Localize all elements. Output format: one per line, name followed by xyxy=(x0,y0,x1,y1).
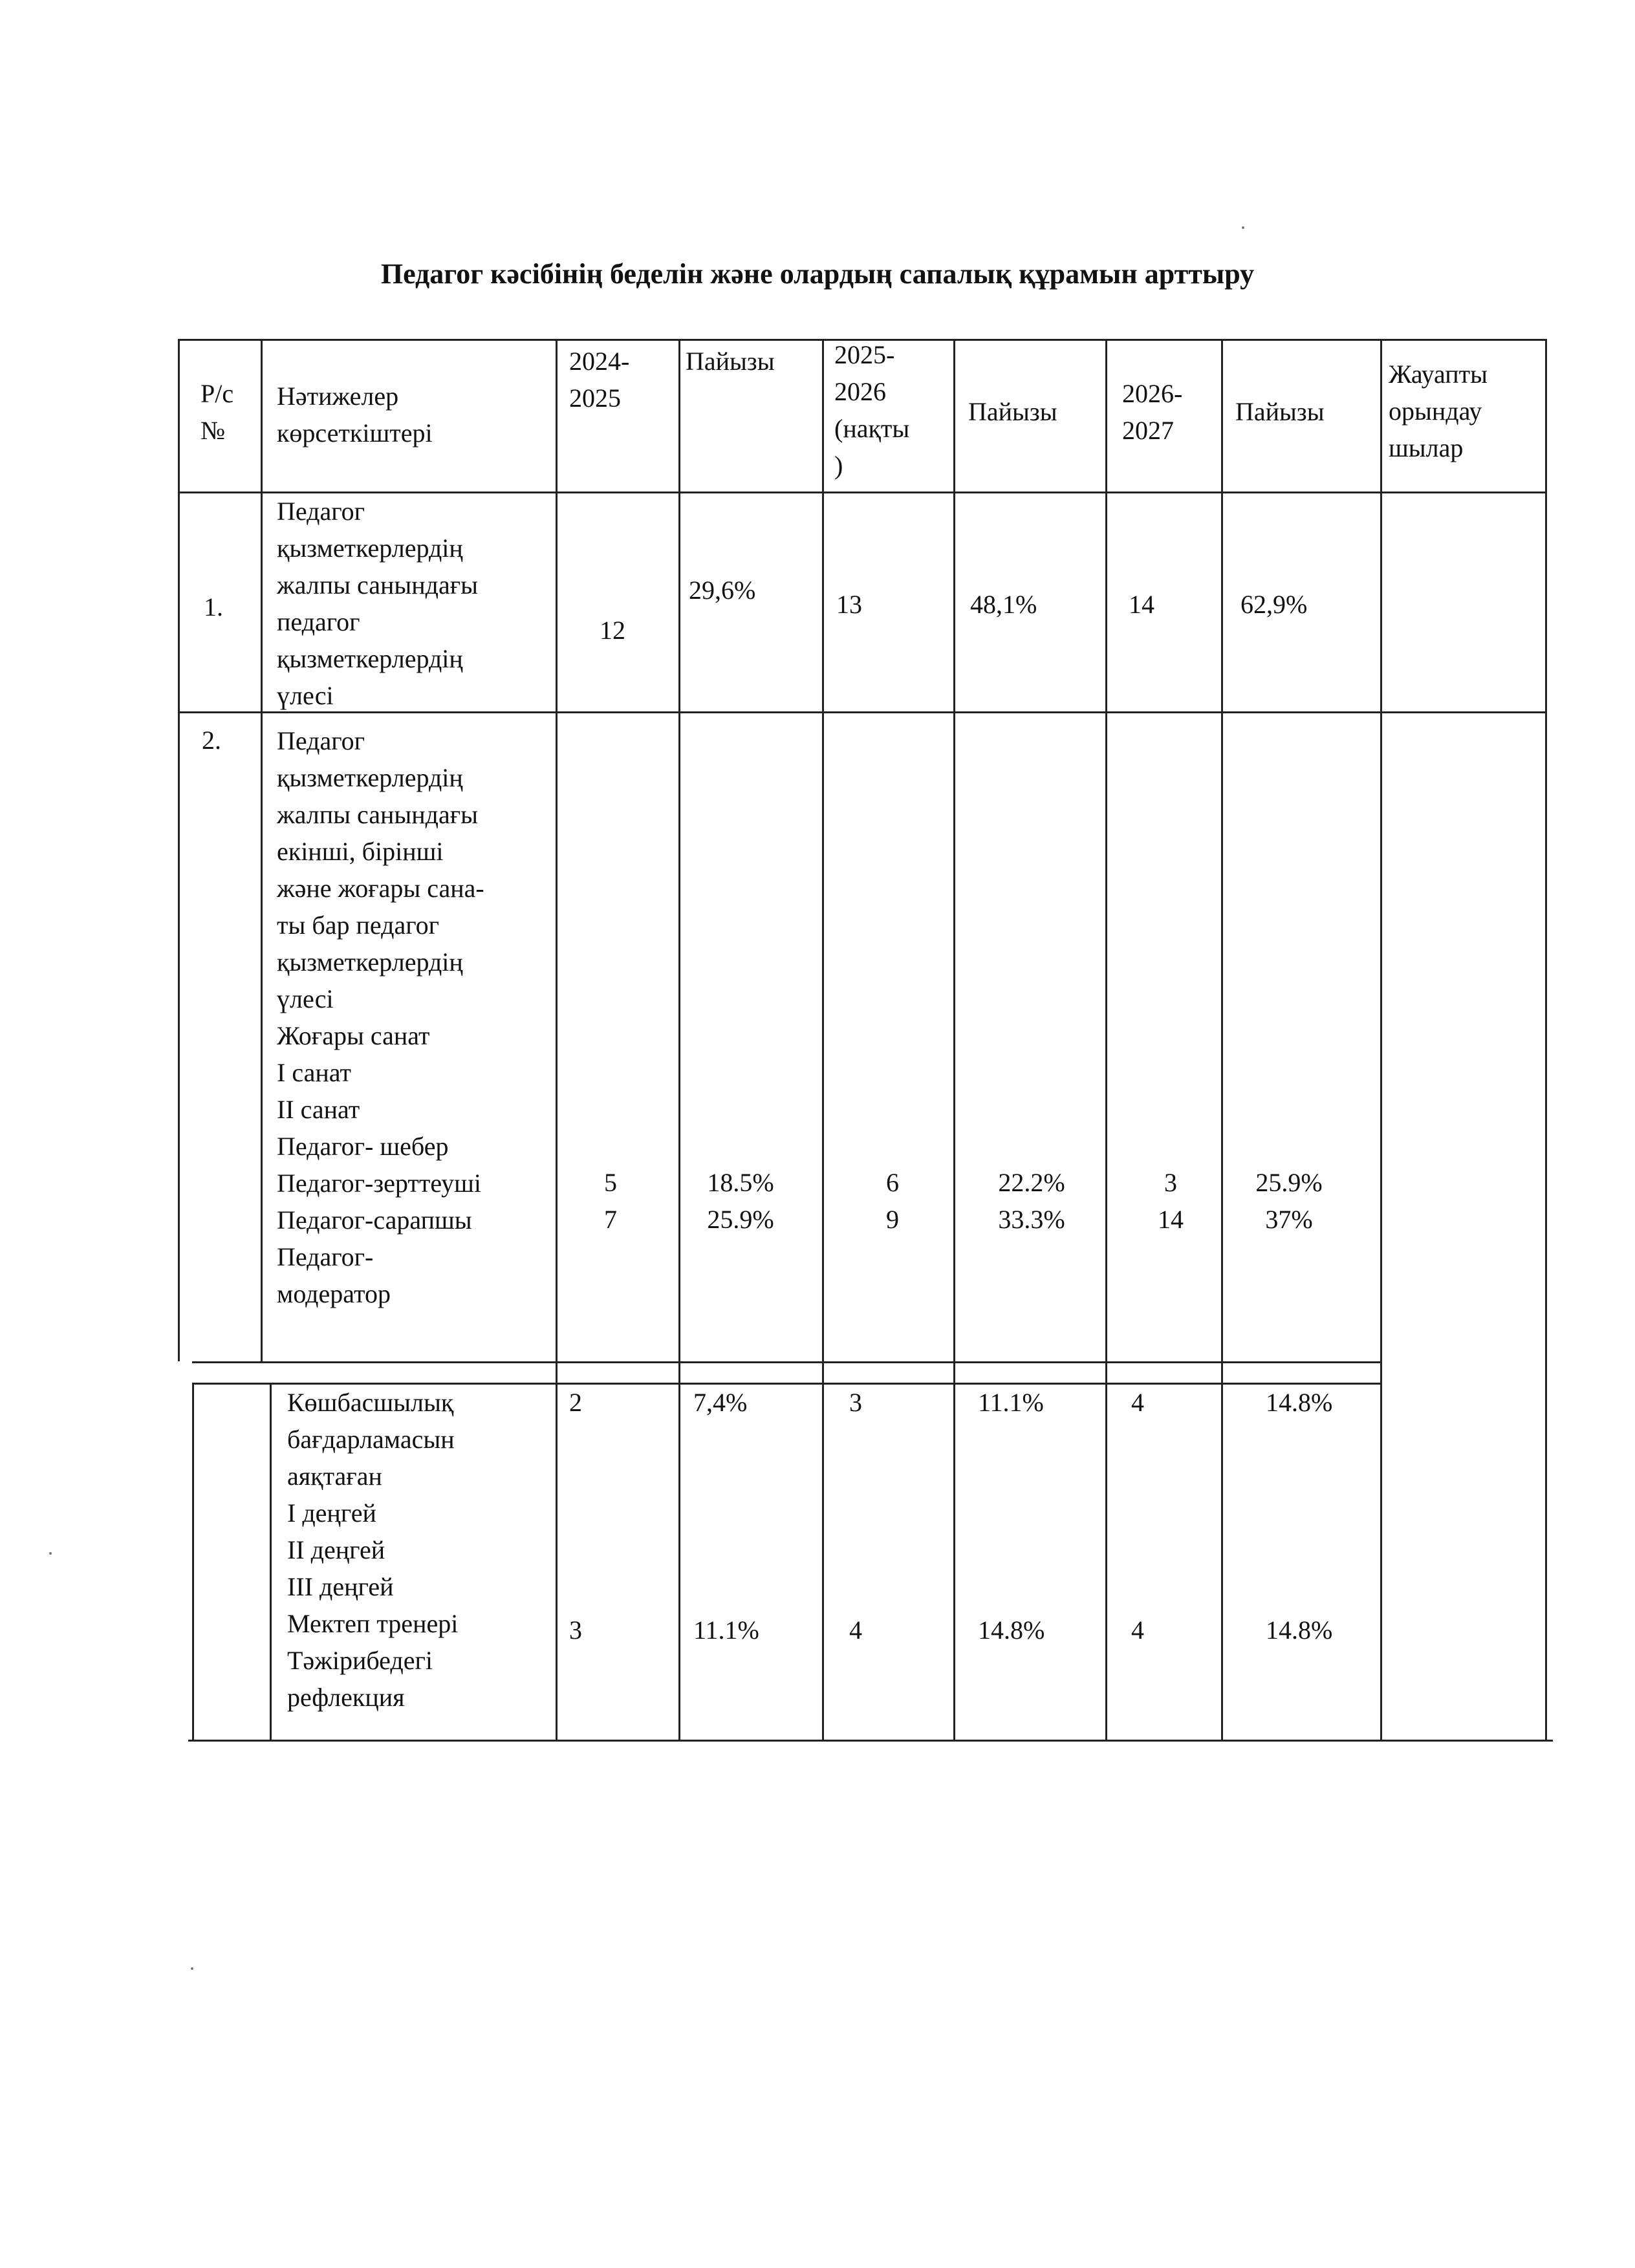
header-year-2026: 2026- 2027 xyxy=(1122,379,1183,445)
row3-2026-value-b: 4 xyxy=(1131,1615,1144,1645)
row2-indicator: Педагог қызметкерлердің жалпы санындағы екінші, бірінші және жоғары сана- ты бар педагог қызметкерлердің үлесі Жоғары санат I санат II санат Педагог- шебер Педагог-зерттеуші Педагог-сарапшы Педагог- модератор xyxy=(277,726,484,1308)
row2-2026-percents: 25.9% 37% xyxy=(1255,1168,1323,1234)
scan-speck xyxy=(49,1552,52,1555)
row2-2026-values: 3 14 xyxy=(1158,1168,1184,1234)
header-responsible: Жауапты орындау шылар xyxy=(1389,360,1488,462)
row3-2024-percent-a: 7,4% xyxy=(693,1388,748,1417)
row3-indicator: Көшбасшылық бағдарламасын аяқтаған I деңгей II деңгей III деңгей Мектеп тренері Тәжірибедегі рефлекция xyxy=(287,1388,459,1712)
row3-2026-value-a: 4 xyxy=(1131,1388,1144,1417)
row3-2024-percent-b: 11.1% xyxy=(693,1615,759,1645)
header-percent-3: Пайызы xyxy=(1235,397,1325,426)
row2-2025-percents: 22.2% 33.3% xyxy=(998,1168,1065,1234)
header-indicators: Нәтижелер көрсеткіштері xyxy=(277,382,433,448)
header-number: Р/с № xyxy=(200,379,234,445)
row3-2026-percent-a: 14.8% xyxy=(1266,1388,1333,1417)
row1-2025-percent: 48,1% xyxy=(970,590,1037,619)
scan-speck xyxy=(1242,226,1244,229)
row2-2025-values: 6 9 xyxy=(886,1168,899,1234)
row1-2026-value: 14 xyxy=(1129,590,1154,619)
row3-2024-value-a: 2 xyxy=(569,1388,582,1417)
row1-number: 1. xyxy=(204,592,223,621)
row3-2025-percent-a: 11.1% xyxy=(978,1388,1044,1417)
row1-2024-percent: 29,6% xyxy=(689,576,756,605)
header-year-2024: 2024- 2025 xyxy=(569,347,630,413)
row2-number: 2. xyxy=(202,726,221,755)
row3-2024-value-b: 3 xyxy=(569,1615,582,1645)
row2-2024-values: 5 7 xyxy=(604,1168,617,1234)
row1-indicator: Педагог қызметкерлердің жалпы санындағы педагог қызметкерлердің үлесі xyxy=(277,497,479,710)
header-year-2025: 2025- 2026 (нақты ) xyxy=(834,340,910,480)
header-percent-1: Пайызы xyxy=(686,347,775,376)
row3-2025-percent-b: 14.8% xyxy=(978,1615,1045,1645)
row2-2024-percents: 18.5% 25.9% xyxy=(707,1168,774,1234)
document-title: Педагог кәсібінің беделін және олардың сапалық құрамын арттыру xyxy=(380,258,1255,290)
scan-speck xyxy=(191,1967,193,1970)
row3-2025-value-a: 3 xyxy=(849,1388,862,1417)
row1-2024-value: 12 xyxy=(600,616,625,645)
row3-2026-percent-b: 14.8% xyxy=(1266,1615,1333,1645)
header-percent-2: Пайызы xyxy=(968,397,1057,426)
row3-2025-value-b: 4 xyxy=(849,1615,862,1645)
row1-2025-value: 13 xyxy=(836,590,862,619)
row1-2026-percent: 62,9% xyxy=(1240,590,1308,619)
